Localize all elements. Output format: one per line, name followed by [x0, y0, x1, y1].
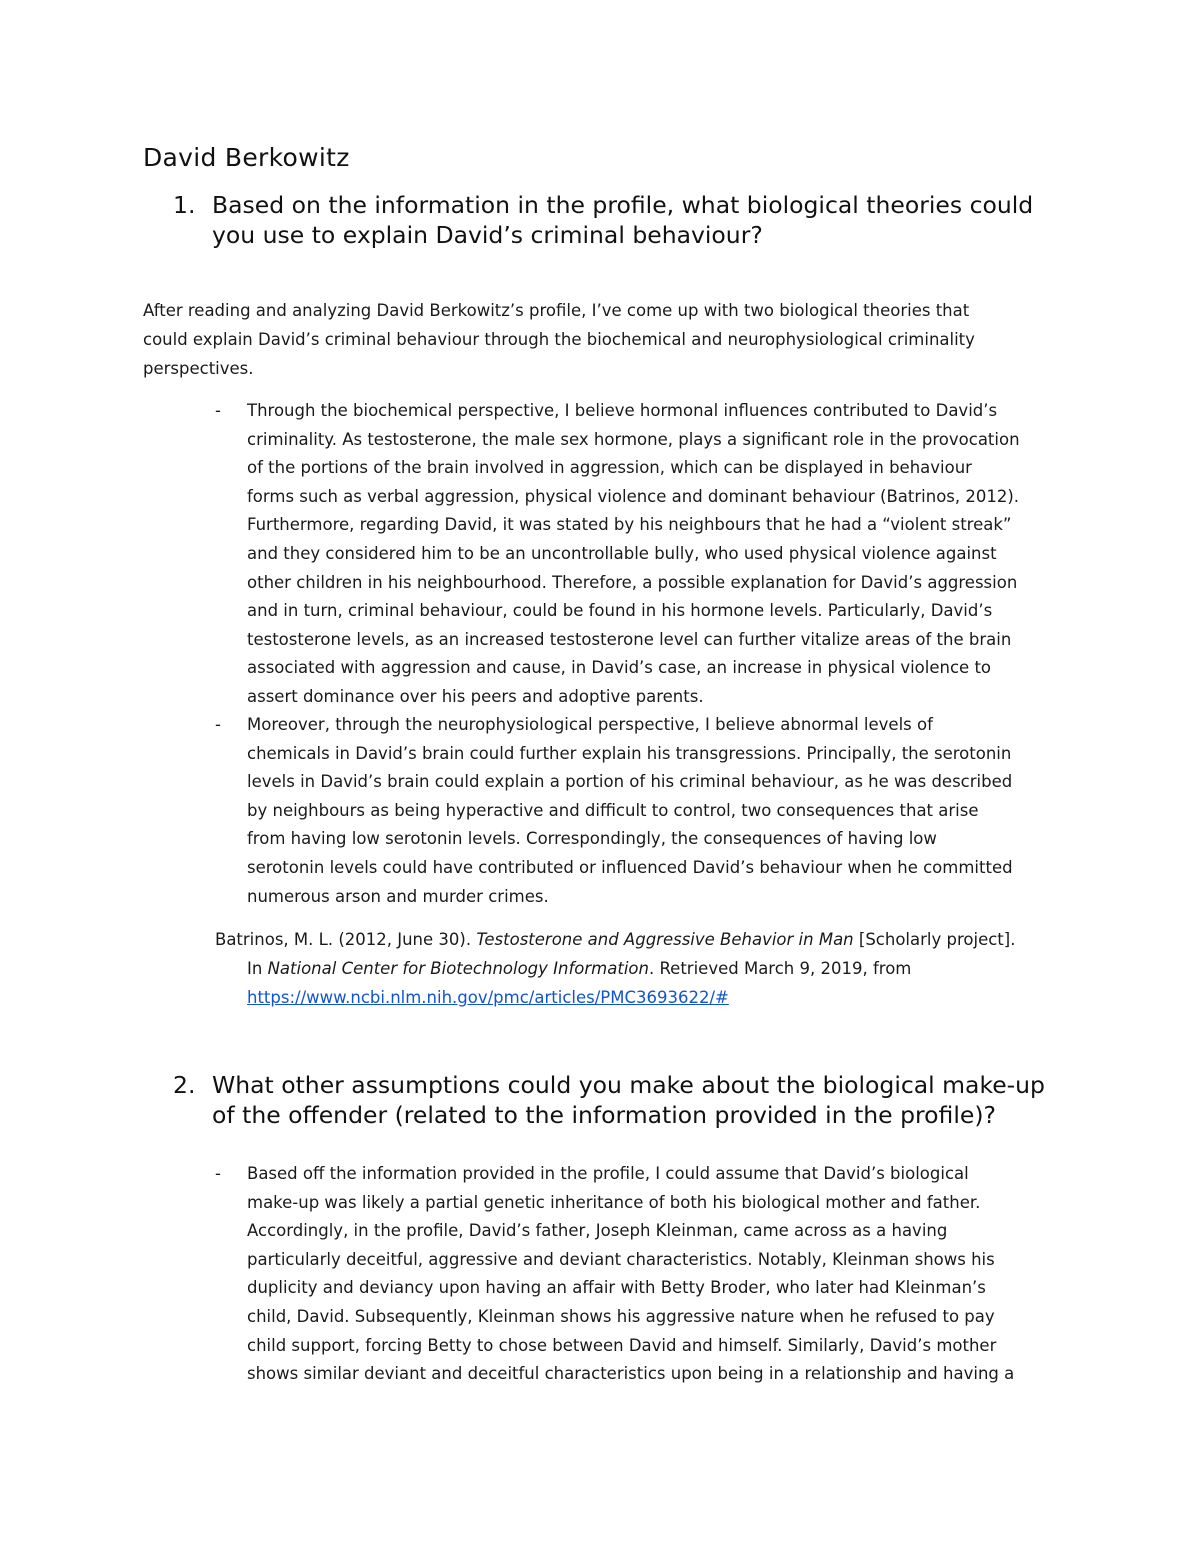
reference-retrieved: . Retrieved March 9, 2019, from [648, 959, 912, 978]
document-title: David Berkowitz [143, 143, 350, 172]
reference-type: [Scholarly project]. [853, 930, 1016, 949]
question-2-text: What other assumptions could you make about the biological make-up of the offender (related to the information provided in the profile)? [212, 1071, 1045, 1129]
bullet-dash: - [215, 401, 221, 420]
question-1-text: Based on the information in the profile, what biological theories could you use to explain David’s criminal behaviour? [212, 191, 1034, 249]
reference-source: National Center for Biotechnology Information [267, 959, 649, 978]
question-1-number: 1. [173, 191, 196, 219]
bullet-text: Through the biochemical perspective, I believe hormonal influences contributed to David’s criminality. As testosterone, the male sex hormone, plays a significant role in the provocation of the portions of the brain involved in aggression, which can be displayed in behaviour forms such as verbal aggression, physical violence and dominant behaviour (Batrinos, 2012). Furthermore, regarding David, it was stated by his neighbours that he had a “violent streak” and they considered him to be an uncontrollable bully, who used physical violence against other children in his neighbourhood. Therefore, a possible explanation for David’s aggression and in turn, criminal behaviour, could be found in his hormone levels. Particularly, David’s testosterone levels, as an increased testosterone level can further vitalize areas of the brain associated with aggression and cause, in David’s case, an increase in physical violence to assert dominance over his peers and adoptive parents. [247, 401, 1020, 706]
bullet-dash: - [215, 715, 221, 734]
reference-in-label: In [247, 959, 268, 978]
reference-line-3 [247, 983, 729, 1012]
reference-line-2 [247, 954, 911, 983]
intro-paragraph: After reading and analyzing David Berkowitz’s profile, I’ve come up with two biological theories that could explain David’s criminal behaviour through the biochemical and neurophysiological criminality perspectives. [143, 301, 975, 378]
bullet-dash: - [215, 1164, 221, 1183]
question-2-number: 2. [173, 1071, 196, 1099]
reference-line-1 [215, 925, 1015, 954]
bullet-text: Based off the information provided in the profile, I could assume that David’s biological make-up was likely a partial genetic inheritance of both his biological mother and father. Accordingly, in the profile, David’s father, Joseph Kleinman, came across as a having particularly deceitful, aggressive and deviant characteristics. Notably, Kleinman shows his duplicity and deviancy upon having an affair with Betty Broder, who later had Kleinman’s child, David. Subsequently, Kleinman shows his aggressive nature when he refused to pay child support, forcing Betty to chose between David and himself. Similarly, David’s mother shows similar deviant and deceitful characteristics upon being in a relationship and having a [247, 1164, 1015, 1384]
reference-url-link[interactable]: https://www.ncbi.nlm.nih.gov/pmc/articles/PMC3693622/# [247, 988, 729, 1007]
reference-work-title: Testosterone and Aggressive Behavior in Man [476, 930, 854, 949]
bullet-text: Moreover, through the neurophysiological perspective, I believe abnormal levels of chemicals in David’s brain could further explain his transgressions. Principally, the serotonin levels in David’s brain could explain a portion of his criminal behaviour, as he was described by neighbours as being hyperactive and difficult to control, two consequences that arise from having low serotonin levels. Correspondingly, the consequences of having low serotonin levels could have contributed or influenced David’s behaviour when he committed numerous arson and murder crimes. [247, 715, 1013, 906]
reference-authors: Batrinos, M. L. (2012, June 30). [215, 930, 477, 949]
